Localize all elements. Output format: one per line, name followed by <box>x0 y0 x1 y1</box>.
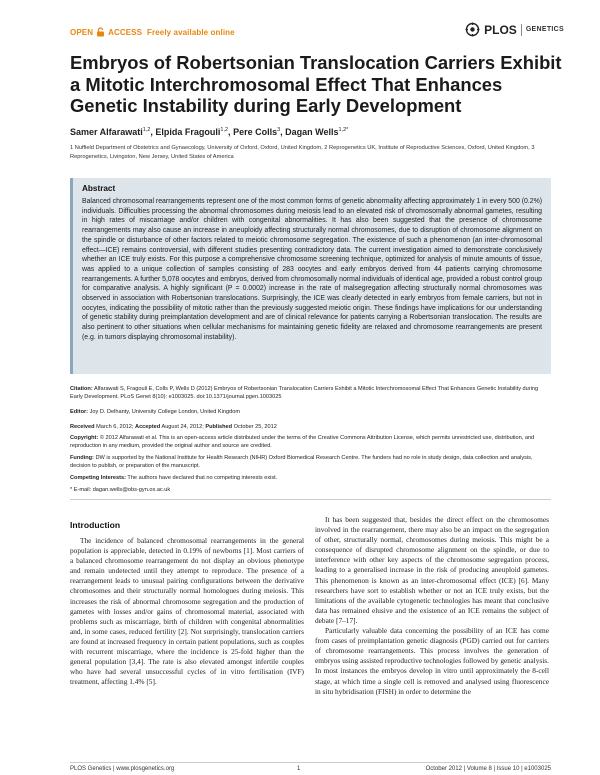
metadata-divider <box>70 499 551 500</box>
journal-brand[interactable] <box>465 22 564 37</box>
editor: Editor: Joy D. Delhanty, University College London, United Kingdom <box>70 409 240 415</box>
abstract-text: Balanced chromosomal rearrangements represent one of the most common forms of genetic abnormality affecting approximately 1 in every 500 (0.2%) individuals. Difficulties processing the abnormal chromosomes during meiosis lead to an elevated risk of chromosomally abnormal gametes, resulting in high rates of miscarriage and/or children with congenital abnormalities. It has also been suggested that the presence of chromosome rearrangements may also cause an increase in aneuploidy affecting structurally normal chromosomes, due to disruption of chromosome alignment on the spindle or disturbance of other factors related to meiotic chromosome segregation. The existence of such a phenomenon (an inter-chromosomal effect—ICE) remains controversial, with different studies presenting contradictory data. The current investigation aimed to demonstrate conclusively whether an ICE truly exists. For this purpose a comprehensive chromosome screening technique, optimized for analysis of minute amounts of tissue, was applied to a unique collection of samples consisting of 283 oocytes and early embryos derived from 44 patients carrying chromosome rearrangements. A further 5,078 oocytes and embryos, derived from chromosomally normal individuals of identical age, provided a robust control group for comparative analysis. A highly significant (P = 0.0002) increase in the rate of malsegregation affecting structurally normal chromosomes was observed in association with Robertsonian translocations. Surprisingly, the ICE was clearly detected in early embryos from female carriers, but not in oocytes, indicating the possibility of mitotic rather than the previously suggested meiotic origin. These findings have implications for our understanding of genetic stability during preimplantation development and are of clinical relevance for patients carrying a Robertsonian translocation. The results are also pertinent to other situations when cellular mechanisms for maintaining genetic fidelity are relaxed and chromosome rearrangements are present (e.g. in tumors displaying chromosomal instability). <box>82 198 542 341</box>
author[interactable]: Elpida Fragouli$^{1,2}$ <box>155 127 229 137</box>
footer-divider <box>70 762 551 763</box>
page-number: 1 <box>297 766 301 772</box>
article-title: Embryos of Robertsonian Translocation Carriers Exhibit a Mitotic Interchromosomal Effect That Enhances Genetic Instability during Early Development <box>70 52 562 116</box>
author[interactable]: Pere Colls$^3$ <box>233 127 281 137</box>
access-label: ACCESS <box>108 27 143 37</box>
open-access-badge <box>70 27 235 37</box>
paragraph: Particularly valuable data concerning the possibility of an ICE has come from cases of preimplantation genetic diagnosis (PGD) carried out for carriers of chromosome rearrangements. This process involves the generation of embryos using assisted reproductive technologies followed by genetic analysis. In most instances the embryos develop in vitro until approximately the 8-cell stage, at which time a single cell is removed and analysed using fluorescence in situ hybridisation (FISH) in order to determine the <box>315 626 549 696</box>
affiliations: 1 Nuffield Department of Obstetrics and Gynaecology, University of Oxford, Oxford, United Kingdom, 2 Reprogenetics UK, Institute of Reproductive Sciences, Oxford, United Kingdom, 3 Reprogenetics, Livingston, New Jersey, United States of America <box>70 145 535 160</box>
copyright: Copyright: © 2012 Alfarawati et al. This is an open-access article distributed under the terms of the Creative Commons Attribution License, which permits unrestricted use, distribution, and reproduction in any medium, provided the original author and source are credited. <box>70 435 535 450</box>
author[interactable]: Samer Alfarawati$^{1,2}$ <box>70 127 151 137</box>
abstract-heading: Abstract <box>82 184 116 193</box>
abstract-box <box>70 178 551 374</box>
footer-journal-url[interactable]: PLOS Genetics | www.plosgenetics.org <box>70 766 175 772</box>
journal-subtitle: GENETICS <box>525 26 564 33</box>
freely-available-label: Freely available online <box>147 27 235 37</box>
corresponding-email[interactable]: * E-mail: dagan.wells@obs-gyn.ox.ac.uk <box>70 487 171 493</box>
body-column-left <box>70 536 304 687</box>
footer-issue-info: October 2012 | Volume 8 | Issue 10 | e1003025 <box>425 766 551 772</box>
author[interactable]: Dagan Wells$^{1,2*}$ <box>285 127 349 137</box>
paragraph: The incidence of balanced chromosomal rearrangements in the general population is appreciable, detected in 0.19% of newborns [1]. Most carriers of a balanced chromosome rearrangement do not display an obvious phenotype and remain undetected until they attempt to reproduce. The presence of a rearrangement leads to unusual pairing configurations between the derivative chromosomes and their structurally normal homologues during meiosis. This increases the risk of abnormal chromosome segregation and the production of gametes with losses and/or gains of chromosomal material, associated with problems such as miscarriage, birth of children with congenital abnormalities and, in some cases, reduced fertility [2]. Not surprisingly, translocation carriers are found at increased frequency in certain patient populations, such as couples with recurrent miscarriage, where the incidence is 25-fold higher than the general population [3,4]. The rate is also elevated amongst infertile couples who have had several unsuccessful cycles of in vitro fertilisation (IVF) treatment, affecting 1.4% [5]. <box>70 536 304 687</box>
body-column-right <box>315 515 549 697</box>
brand-divider <box>521 24 522 36</box>
plos-wordmark: PLOS <box>484 22 517 37</box>
abstract-accent-stripe <box>70 178 73 374</box>
paragraph: It has been suggested that, besides the direct effect on the chromosomes involved in the rearrangement, there may also be an impact on the segregation of other, structurally normal, chromosomes during meiosis. This might be a consequence of disrupted chromosome alignment on the spindle, or due to interference with other key aspects of the chromosome segregation process, leading to a generalised increase in the risk of producing aneuploid gametes. This phenomenon is known as an inter-chromosomal effect (ICE) [6]. Many researchers have sort to establish whether or not an ICE truly exists, but the limitations of the available cytogenetic technologies has meant that conclusive data has remained elusive and the existence of an ICE remains the subject of debate [7–17]. <box>315 515 549 625</box>
introduction-heading: Introduction <box>70 520 121 530</box>
author-list: Samer Alfarawati$^{1,2}$, Elpida Fragouli$^{1,2}$, Pere Colls$^3$, Dagan Wells$^{1,2*}$ <box>70 127 349 137</box>
funding: Funding: DW is supported by the National Institute for Health Research (NIHR) Oxford Biomedical Research Centre. The funders had no role in study design, data collection and analysis, decision to publish, or preparation of the manuscript. <box>70 455 533 470</box>
competing-interests: Competing Interests: The authors have declared that no competing interests exist. <box>70 475 278 481</box>
citation: Citation: Alfarawati S, Fragouli E, Colls P, Wells D (2012) Embryos of Robertsonian Translocation Carriers Exhibit a Mitotic Interchromosomal Effect That Enhances Genetic Instability during Early Development. PLoS Genet 8(10): e1003025. doi:10.1371/journal.pgen.1003025 <box>70 386 539 401</box>
plos-logo-icon <box>465 22 480 37</box>
dates: Received March 6, 2012; Accepted August 24, 2012; Published October 25, 2012 <box>70 424 277 430</box>
open-lock-icon <box>96 27 105 37</box>
open-label: OPEN <box>70 27 94 37</box>
